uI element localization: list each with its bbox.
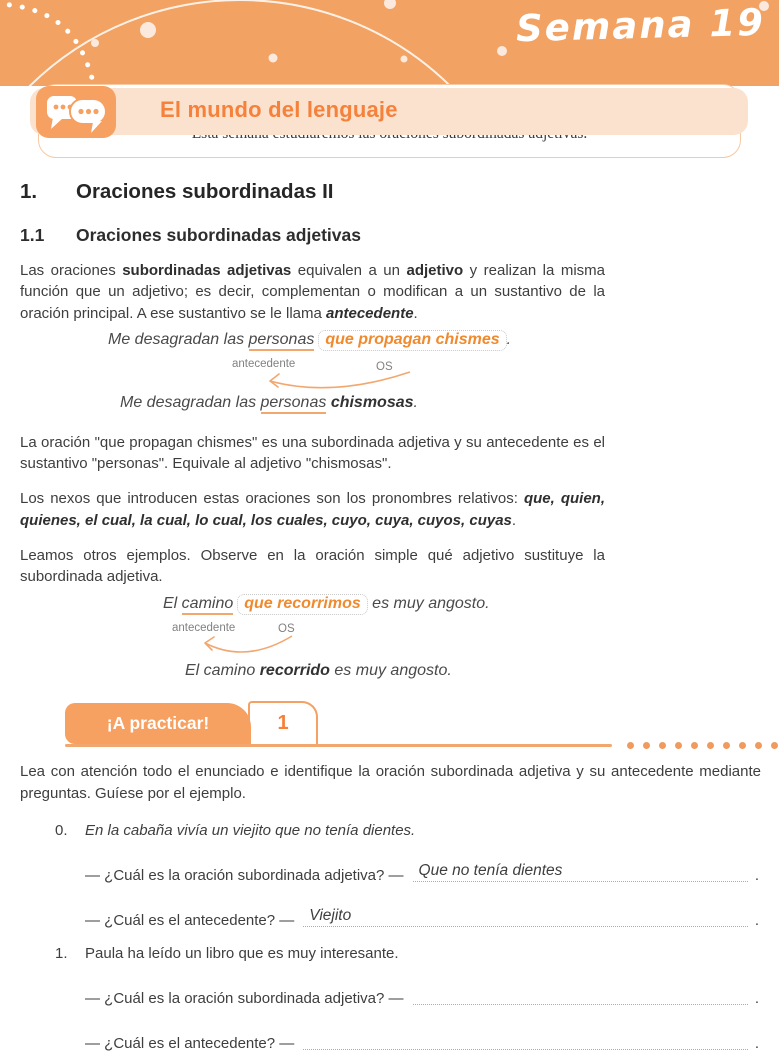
sentence-lead: Me desagradan las [120,393,261,411]
adjective-bold: recorrido [259,661,330,679]
paragraph-text: y realizan la misma función que un adjetivo; es decir, complementan o modifican a un sustantivo de la oración principal. A ese sustantivo se le llama [20,262,606,322]
sentence-tail: es muy angosto. [367,594,490,612]
item-sentence: Paula ha leído un libro que es muy interesante. [85,944,399,962]
exercise-item-0 [20,822,759,929]
subordinate-clause-box: que recorrimos [237,594,367,615]
lesson-title: El mundo del lenguaje [160,97,398,122]
sentence-period: . [413,393,418,411]
practice-tab-label: ¡A practicar! [106,712,210,733]
term-bold: subordinadas adjetivas [122,262,292,279]
antecedent-label: antecedente [232,357,296,370]
antecedent-underlined: personas [261,394,327,414]
subsection-heading [20,225,759,246]
paragraph-lead-in [20,545,605,588]
instruction-text: Lea con atención todo el enunciado e identifique la oración subordinada adjetiva y su antecedente mediante preguntas. Guíese por el ejemplo. [20,762,761,803]
example-sentence-subordinate [108,330,511,351]
practice-tab [65,703,251,744]
answer-blank-antecedent[interactable] [303,908,748,927]
sentence-tail: es muy angosto. [329,661,452,679]
question-label: — ¿Cuál es el antecedente? — [85,1034,295,1052]
line-end-period: . [754,866,759,884]
paragraph-text: Leamos otros ejemplos. Observe en la oración simple qué adjetivo sustituye la subordinada adjetiva. [20,547,605,586]
paragraph-text: Las oraciones [20,262,123,279]
line-end-period: . [754,989,759,1007]
sentence-lead: Me desagradan las [108,330,249,348]
os-label: OS [376,360,393,373]
adjective-bold: chismosas [330,393,414,411]
paragraph-text: La oración "que propagan chismes" es una subordinada adjetiva y su antecedente es el sustantivo "personas". Equivale al adjetivo "chismosas". [20,433,605,473]
main-content [0,180,779,1052]
question-label: — ¿Cuál es la oración subordinada adjetiva? — [85,989,404,1007]
practice-number-tab [248,701,318,744]
header-band [0,0,779,86]
question-subordinate-row [20,863,759,884]
sentence-lead: El [163,594,182,612]
paragraph-definition [20,260,605,324]
answer-blank-subordinate[interactable] [413,863,748,882]
week-label: Semana 19 [515,0,766,51]
lesson-banner [0,84,779,158]
example-sentence-subordinate [163,594,490,615]
practice-number: 1 [277,711,289,734]
question-antecedent-row [20,1031,759,1052]
example-sentence-simple [185,662,452,680]
sentence-period: . [506,330,512,348]
speech-bubbles-icon [36,86,116,138]
divider-line [65,744,612,747]
example-2 [20,592,759,689]
sentence-lead: El camino [185,661,260,679]
lesson-title-bar [30,88,748,135]
answer-blank-subordinate[interactable] [413,986,748,1005]
divider-dots [627,742,779,749]
line-end-period: . [754,911,759,929]
question-label: — ¿Cuál es la oración subordinada adjetiva? — [85,866,404,884]
antecedent-underlined: camino [182,595,234,615]
term-antecedente: antecedente [326,304,414,322]
item-sentence: En la cabaña vivía un viejito que no tenía dientes. [85,821,416,839]
section-title: Oraciones subordinadas II [76,180,334,203]
example-1 [20,330,759,418]
relative-pronouns-list: que, quien, quienes, el cual, la cual, lo cual, los cuales, cuyo, cuya, cuyos, cuyas [20,490,605,529]
paragraph-analysis [20,432,605,475]
antecedent-label: antecedente [172,621,236,634]
subordinate-clause-box: que propagan chismes [318,330,506,351]
item-number: 0. [55,821,68,839]
os-label: OS [278,622,295,635]
arrow-icon [198,634,295,660]
answer-text: Viejito [309,906,352,924]
arrow-icon [262,370,412,396]
question-subordinate-row [20,986,759,1007]
section-heading [20,180,759,204]
example-sentence-simple [120,394,418,412]
subsection-title: Oraciones subordinadas adjetivas [76,225,361,245]
paragraph-nexos [20,488,605,531]
subsection-number: 1.1 [20,225,45,245]
section-number: 1. [20,180,38,203]
antecedent-underlined: personas [249,331,315,351]
paragraph-text: Los nexos que introducen estas oraciones son los pronombres relativos: [20,490,524,508]
exercise-item-1 [20,945,759,1052]
item-number: 1. [55,944,68,962]
question-label: — ¿Cuál es el antecedente? — [85,911,295,929]
term-bold: adjetivo [406,262,464,279]
answer-blank-antecedent[interactable] [303,1031,748,1050]
practice-banner [20,701,759,751]
line-end-period: . [754,1034,759,1052]
practice-instruction [20,761,761,806]
paragraph-text: . [413,304,418,322]
paragraph-text: . [511,511,517,529]
paragraph-text: equivalen a un [291,262,407,279]
answer-text: Que no tenía dientes [418,861,563,879]
question-antecedent-row [20,908,759,929]
